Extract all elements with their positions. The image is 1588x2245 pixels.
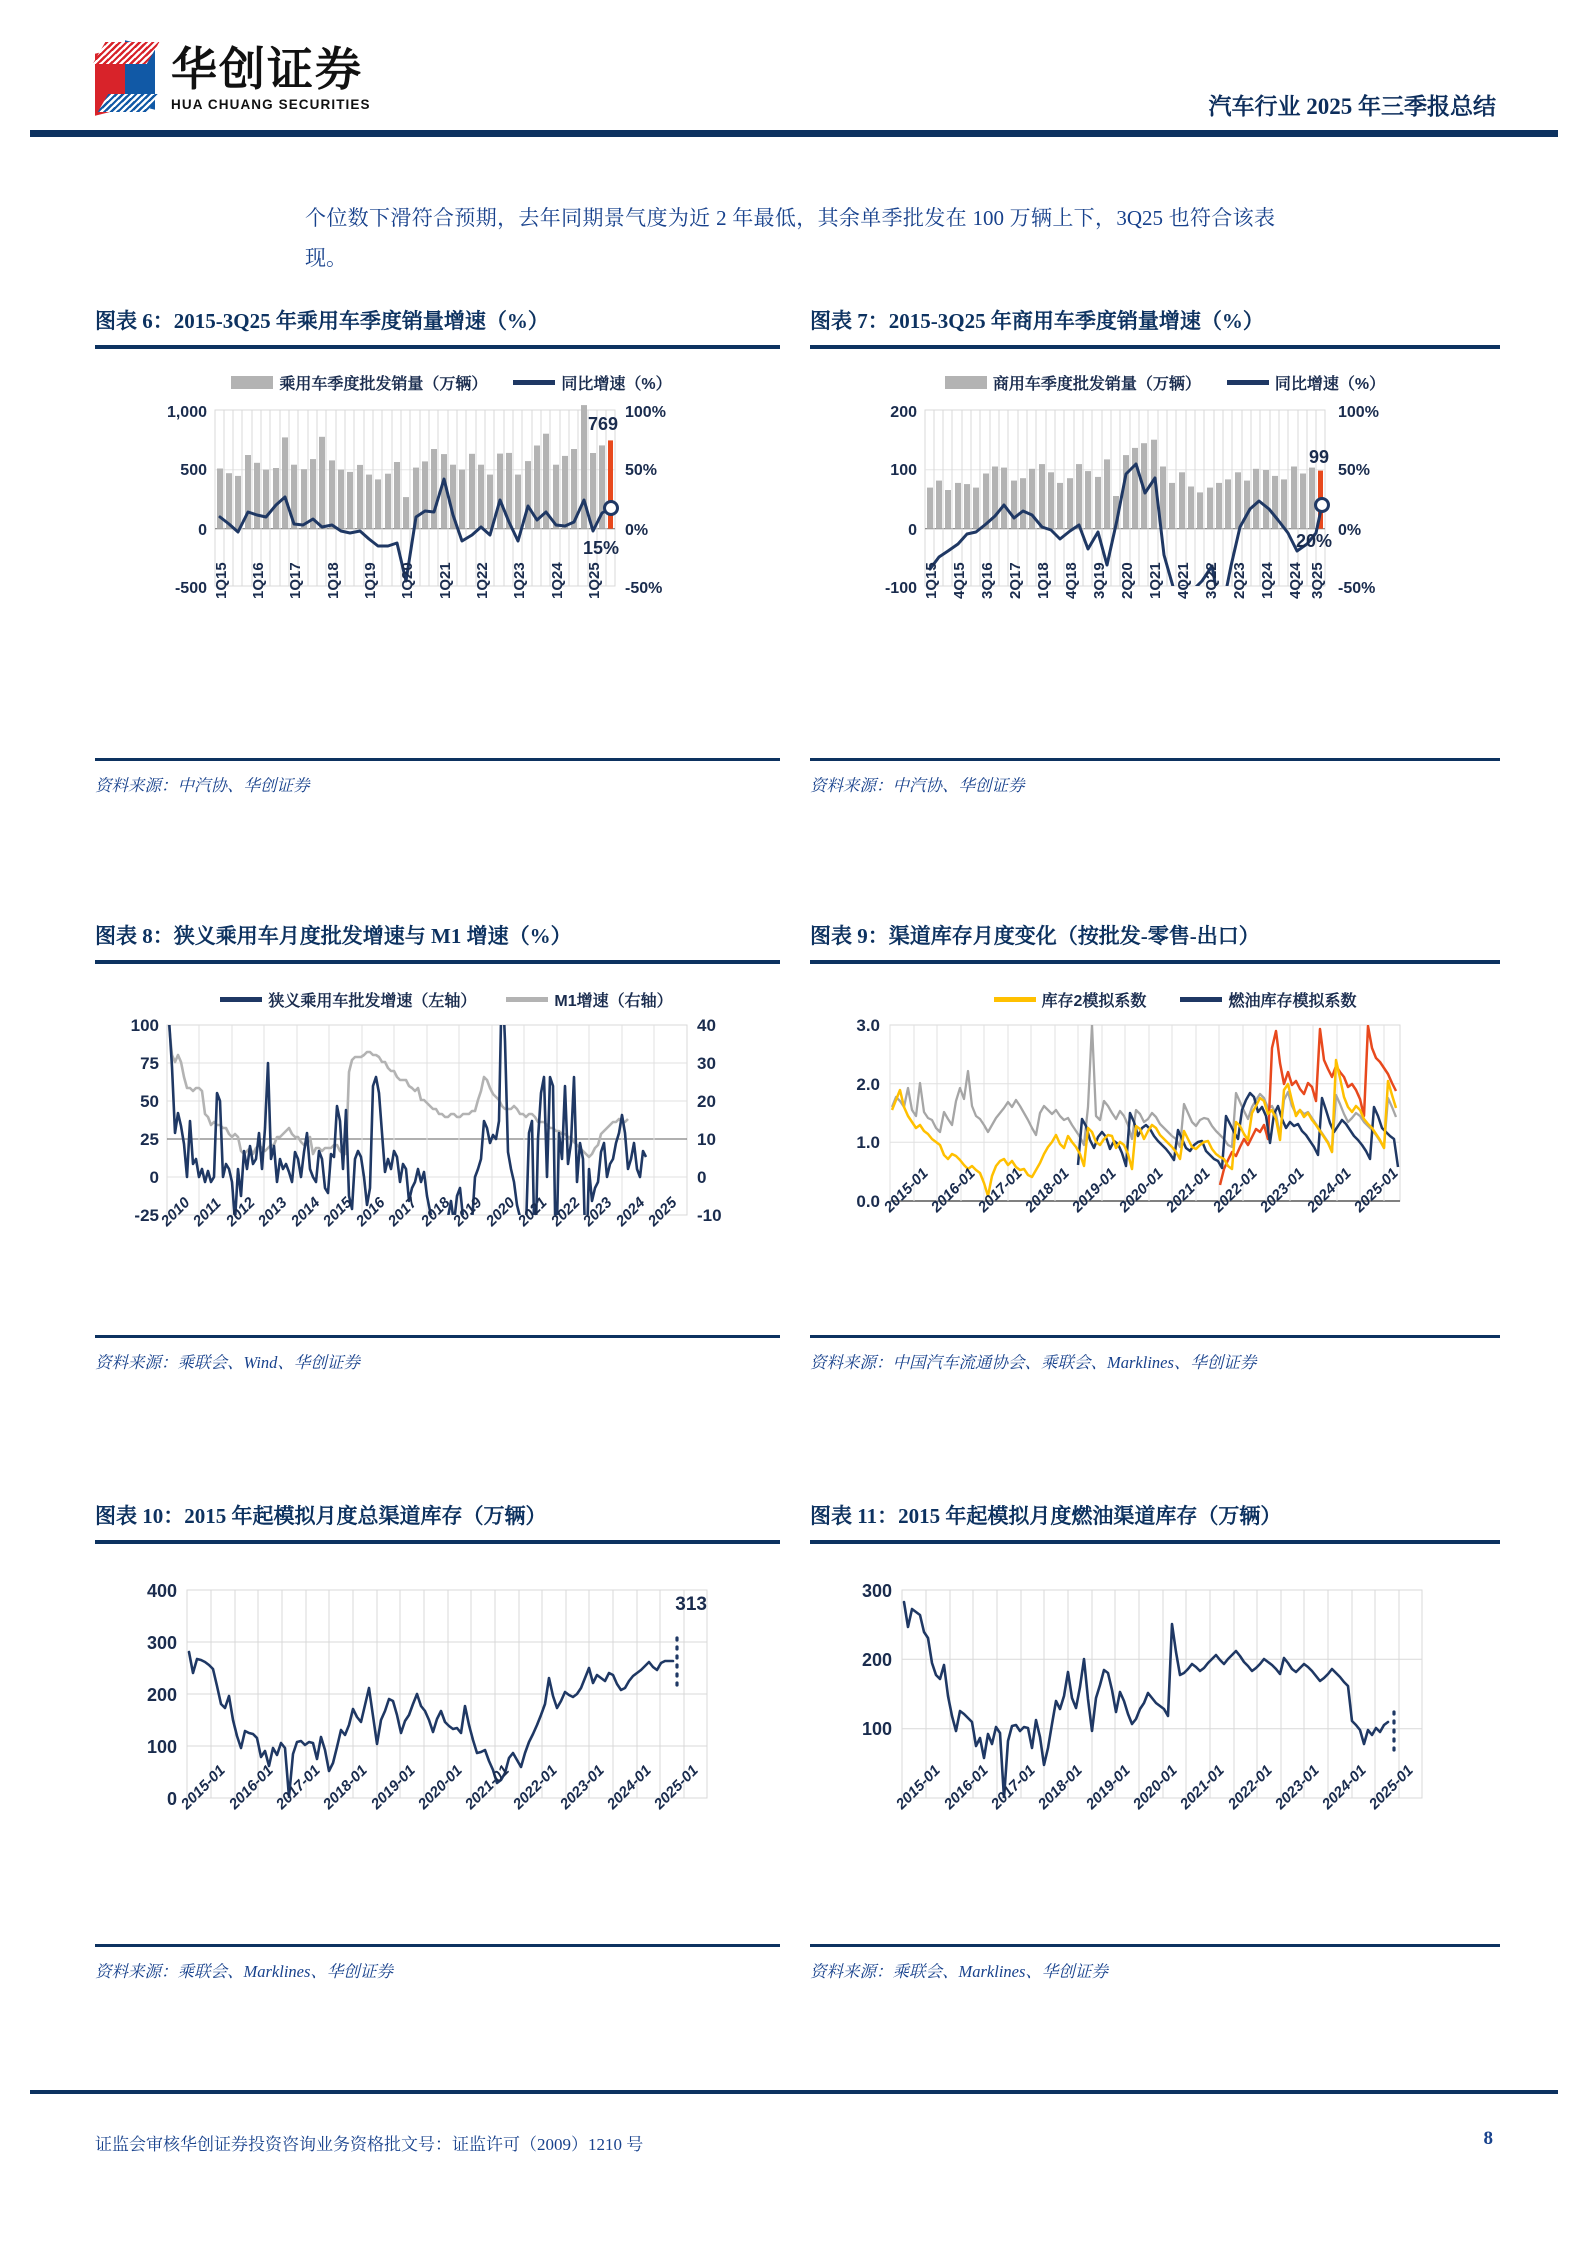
legend-item-m1 bbox=[506, 988, 672, 1011]
figure-6-plot bbox=[95, 371, 780, 756]
figure-10-label-313: 313 bbox=[675, 1594, 707, 1615]
svg-text:1Q22: 1Q22 bbox=[474, 562, 491, 599]
svg-text:0.0: 0.0 bbox=[856, 1192, 880, 1211]
legend-label-bar: 商用车季度批发销量（万辆） bbox=[992, 376, 1201, 393]
svg-text:200: 200 bbox=[861, 1650, 892, 1670]
svg-text:3Q16: 3Q16 bbox=[979, 562, 996, 599]
figure-7-label-99: 99 bbox=[1308, 447, 1329, 467]
figure-6-endpoint-marker bbox=[605, 502, 618, 515]
svg-text:2.0: 2.0 bbox=[856, 1075, 880, 1094]
svg-text:100: 100 bbox=[861, 1719, 892, 1739]
svg-text:2015-01: 2015-01 bbox=[177, 1761, 229, 1813]
legend-label-inventory2: 库存2模拟系数 bbox=[1041, 993, 1147, 1010]
figure-7-source-rule bbox=[810, 758, 1500, 761]
svg-text:2Q20: 2Q20 bbox=[1119, 562, 1136, 599]
svg-text:-50%: -50% bbox=[625, 580, 663, 597]
svg-text:2020-01: 2020-01 bbox=[414, 1761, 466, 1813]
svg-text:1Q25: 1Q25 bbox=[586, 562, 603, 599]
figure-8-source-rule bbox=[95, 1335, 780, 1338]
svg-text:2015: 2015 bbox=[319, 1194, 356, 1230]
figure-9-source: 资料来源：中国汽车流通协会、乘联会、Marklines、华创证券 bbox=[810, 1353, 1257, 1372]
svg-text:2016: 2016 bbox=[352, 1194, 389, 1230]
svg-text:2022-01: 2022-01 bbox=[1224, 1761, 1276, 1813]
svg-text:3Q22: 3Q22 bbox=[1203, 562, 1220, 599]
svg-text:2023-01: 2023-01 bbox=[556, 1761, 608, 1813]
svg-text:300: 300 bbox=[861, 1581, 892, 1601]
footer-divider bbox=[30, 2090, 1558, 2094]
svg-text:1Q20: 1Q20 bbox=[399, 562, 416, 599]
figure-9-svg bbox=[810, 1011, 1500, 1311]
line-swatch-icon bbox=[513, 380, 555, 385]
figure-7-source: 资料来源：中汽协、华创证券 bbox=[810, 776, 1025, 795]
svg-text:1.0: 1.0 bbox=[856, 1133, 880, 1152]
svg-text:500: 500 bbox=[180, 462, 207, 479]
figure-8-source: 资料来源：乘联会、Wind、华创证券 bbox=[95, 1353, 360, 1372]
svg-text:1Q24: 1Q24 bbox=[1259, 562, 1276, 599]
figure-8 bbox=[95, 920, 780, 1373]
svg-text:50: 50 bbox=[140, 1092, 159, 1111]
figure-8-title: 图表 8：狭义乘用车月度批发增速与 M1 增速（%） bbox=[95, 924, 572, 948]
svg-text:0: 0 bbox=[697, 1168, 707, 1187]
figure-10-source-rule bbox=[95, 1944, 780, 1947]
figure-9 bbox=[810, 920, 1500, 1373]
svg-text:100%: 100% bbox=[625, 404, 666, 421]
company-logo bbox=[95, 42, 371, 112]
svg-text:2021-01: 2021-01 bbox=[461, 1761, 513, 1813]
figure-8-plot bbox=[95, 988, 780, 1333]
svg-text:2012: 2012 bbox=[222, 1194, 259, 1230]
figure-6-source: 资料来源：中汽协、华创证券 bbox=[95, 776, 310, 795]
figure-11 bbox=[810, 1500, 1500, 1982]
figure-11-plot bbox=[810, 1570, 1500, 1942]
svg-text:3Q25: 3Q25 bbox=[1309, 562, 1326, 599]
svg-text:1Q18: 1Q18 bbox=[325, 562, 342, 599]
svg-text:2025-01: 2025-01 bbox=[650, 1761, 702, 1813]
svg-text:0: 0 bbox=[149, 1168, 159, 1187]
svg-text:2011: 2011 bbox=[189, 1194, 225, 1230]
svg-text:2016-01: 2016-01 bbox=[940, 1761, 992, 1813]
svg-text:2Q17: 2Q17 bbox=[1007, 562, 1024, 599]
svg-text:1Q24: 1Q24 bbox=[549, 562, 566, 599]
svg-text:2021: 2021 bbox=[514, 1194, 551, 1230]
legend-label-m1: M1增速（右轴） bbox=[554, 993, 673, 1010]
figure-11-title-rule bbox=[810, 1540, 1500, 1544]
svg-text:25: 25 bbox=[140, 1130, 159, 1149]
svg-text:2019: 2019 bbox=[449, 1194, 486, 1230]
svg-text:1,000: 1,000 bbox=[166, 404, 207, 421]
logo-chinese-name: 华创证券 bbox=[171, 43, 363, 95]
figure-7-label-20pct: 20% bbox=[1295, 531, 1332, 551]
svg-text:2025-01: 2025-01 bbox=[1365, 1761, 1417, 1813]
line-swatch-icon bbox=[506, 997, 548, 1002]
footer-page-number: 8 bbox=[1483, 2128, 1493, 2149]
legend-label-line: 同比增速（%） bbox=[1274, 376, 1386, 393]
figure-6-title-rule bbox=[95, 345, 780, 349]
figure-11-svg bbox=[810, 1570, 1500, 1930]
svg-text:1Q19: 1Q19 bbox=[362, 562, 379, 599]
legend-item-line bbox=[513, 371, 671, 394]
line-swatch-icon bbox=[1180, 997, 1222, 1002]
figure-6-title: 图表 6：2015-3Q25 年乘用车季度销量增速（%） bbox=[95, 309, 549, 333]
svg-text:40: 40 bbox=[697, 1016, 716, 1035]
legend-label-wholesale: 狭义乘用车批发增速（左轴） bbox=[268, 993, 477, 1010]
svg-text:2019-01: 2019-01 bbox=[367, 1761, 419, 1813]
svg-text:1Q17: 1Q17 bbox=[287, 562, 304, 599]
svg-text:-100: -100 bbox=[884, 580, 917, 597]
figure-7-svg bbox=[810, 394, 1500, 734]
svg-text:75: 75 bbox=[140, 1054, 159, 1073]
svg-text:2024-01: 2024-01 bbox=[1318, 1761, 1370, 1813]
svg-text:2018-01: 2018-01 bbox=[1021, 1164, 1073, 1216]
figure-8-legend bbox=[95, 988, 780, 1011]
svg-text:0: 0 bbox=[908, 522, 917, 539]
svg-text:-10: -10 bbox=[697, 1206, 722, 1225]
figure-6-legend bbox=[95, 371, 780, 394]
svg-text:100: 100 bbox=[130, 1016, 159, 1035]
svg-text:2016-01: 2016-01 bbox=[225, 1761, 277, 1813]
svg-text:2Q23: 2Q23 bbox=[1231, 562, 1248, 599]
svg-text:100: 100 bbox=[890, 462, 917, 479]
svg-text:1Q23: 1Q23 bbox=[511, 562, 528, 599]
svg-text:2017-01: 2017-01 bbox=[974, 1164, 1026, 1216]
figure-10-svg bbox=[95, 1570, 780, 1930]
figure-6 bbox=[95, 305, 780, 796]
svg-text:2014: 2014 bbox=[287, 1194, 324, 1230]
svg-text:2015-01: 2015-01 bbox=[880, 1164, 932, 1216]
figure-10-plot bbox=[95, 1570, 780, 1942]
figure-11-source-rule bbox=[810, 1944, 1500, 1947]
figure-10-title-rule bbox=[95, 1540, 780, 1544]
logo-cube-icon bbox=[95, 42, 157, 112]
svg-text:10: 10 bbox=[697, 1130, 716, 1149]
svg-text:2017-01: 2017-01 bbox=[272, 1761, 324, 1813]
svg-text:0: 0 bbox=[166, 1789, 177, 1809]
figure-6-label-15pct: 15% bbox=[582, 538, 619, 558]
legend-item-line bbox=[1227, 371, 1385, 394]
svg-text:1Q18: 1Q18 bbox=[1035, 562, 1052, 599]
svg-text:2010: 2010 bbox=[157, 1194, 194, 1230]
svg-text:0%: 0% bbox=[625, 522, 649, 539]
figure-8-title-rule bbox=[95, 960, 780, 964]
figure-7-endpoint-marker bbox=[1316, 499, 1329, 512]
legend-item-bar bbox=[231, 371, 487, 394]
figure-10 bbox=[95, 1500, 780, 1982]
legend-item-fuel-inventory bbox=[1180, 988, 1356, 1011]
legend-item-inventory2 bbox=[994, 988, 1147, 1011]
figure-9-legend bbox=[810, 988, 1500, 1011]
svg-text:2024-01: 2024-01 bbox=[1303, 1164, 1355, 1216]
legend-item-bar bbox=[945, 371, 1201, 394]
svg-text:2022-01: 2022-01 bbox=[509, 1761, 561, 1813]
svg-text:300: 300 bbox=[146, 1633, 177, 1653]
svg-text:-500: -500 bbox=[174, 580, 207, 597]
svg-text:20: 20 bbox=[697, 1092, 716, 1111]
svg-text:0: 0 bbox=[198, 522, 207, 539]
figure-7-title: 图表 7：2015-3Q25 年商用车季度销量增速（%） bbox=[810, 309, 1264, 333]
svg-text:200: 200 bbox=[890, 404, 917, 421]
svg-text:2016-01: 2016-01 bbox=[927, 1164, 979, 1216]
line-swatch-icon bbox=[220, 997, 262, 1002]
figure-9-plot bbox=[810, 988, 1500, 1333]
svg-text:50%: 50% bbox=[625, 462, 658, 479]
svg-text:3.0: 3.0 bbox=[856, 1016, 880, 1035]
figure-7-title-rule bbox=[810, 345, 1500, 349]
svg-text:4Q15: 4Q15 bbox=[951, 562, 968, 599]
svg-text:2024-01: 2024-01 bbox=[603, 1761, 655, 1813]
figure-7 bbox=[810, 305, 1500, 796]
figure-11-source: 资料来源：乘联会、Marklines、华创证券 bbox=[810, 1962, 1108, 1981]
svg-text:1Q16: 1Q16 bbox=[250, 562, 267, 599]
report-title: 汽车行业 2025 年三季报总结 bbox=[1208, 94, 1496, 119]
footer-license: 证监会审核华创证券投资咨询业务资格批文号：证监许可（2009）1210 号 bbox=[95, 2135, 644, 2154]
figure-6-svg bbox=[95, 394, 780, 734]
line-swatch-icon bbox=[1227, 380, 1269, 385]
svg-text:2020: 2020 bbox=[482, 1194, 519, 1230]
svg-text:0%: 0% bbox=[1338, 522, 1362, 539]
figure-7-legend bbox=[810, 371, 1500, 394]
svg-text:1Q15: 1Q15 bbox=[213, 562, 230, 599]
svg-text:-50%: -50% bbox=[1338, 580, 1376, 597]
figure-6-label-769: 769 bbox=[587, 414, 618, 434]
svg-text:1Q21: 1Q21 bbox=[1147, 562, 1164, 599]
svg-text:2022-01: 2022-01 bbox=[1209, 1164, 1261, 1216]
figure-8-svg bbox=[95, 1011, 780, 1311]
svg-text:2023-01: 2023-01 bbox=[1256, 1164, 1308, 1216]
svg-text:30: 30 bbox=[697, 1054, 716, 1073]
svg-text:4Q21: 4Q21 bbox=[1175, 562, 1192, 599]
svg-text:2023: 2023 bbox=[579, 1194, 616, 1230]
svg-text:2024: 2024 bbox=[612, 1194, 649, 1230]
figure-11-title: 图表 11：2015 年起模拟月度燃油渠道库存（万辆） bbox=[810, 1504, 1282, 1528]
svg-text:2018: 2018 bbox=[417, 1194, 454, 1230]
svg-text:2020-01: 2020-01 bbox=[1115, 1164, 1167, 1216]
svg-text:2018-01: 2018-01 bbox=[1034, 1761, 1086, 1813]
bar-swatch-icon bbox=[231, 376, 273, 389]
svg-text:2025-01: 2025-01 bbox=[1350, 1164, 1402, 1216]
svg-text:2020-01: 2020-01 bbox=[1129, 1761, 1181, 1813]
svg-text:2025: 2025 bbox=[644, 1194, 681, 1230]
svg-text:200: 200 bbox=[146, 1685, 177, 1705]
svg-text:2017-01: 2017-01 bbox=[987, 1761, 1039, 1813]
svg-text:2021-01: 2021-01 bbox=[1176, 1761, 1228, 1813]
figure-10-source: 资料来源：乘联会、Marklines、华创证券 bbox=[95, 1962, 393, 1981]
svg-text:2021-01: 2021-01 bbox=[1162, 1164, 1214, 1216]
legend-label-fuel-inventory: 燃油库存模拟系数 bbox=[1228, 993, 1357, 1010]
line-swatch-icon bbox=[994, 997, 1036, 1002]
svg-text:50%: 50% bbox=[1338, 462, 1371, 479]
legend-label-line: 同比增速（%） bbox=[561, 376, 672, 393]
figure-10-title: 图表 10：2015 年起模拟月度总渠道库存（万辆） bbox=[95, 1504, 547, 1528]
svg-text:1Q21: 1Q21 bbox=[437, 562, 454, 599]
svg-text:1Q15: 1Q15 bbox=[923, 562, 940, 599]
svg-text:100%: 100% bbox=[1338, 404, 1379, 421]
svg-text:2019-01: 2019-01 bbox=[1068, 1164, 1120, 1216]
svg-text:3Q19: 3Q19 bbox=[1091, 562, 1108, 599]
svg-text:-25: -25 bbox=[134, 1206, 159, 1225]
svg-text:100: 100 bbox=[146, 1737, 177, 1757]
figure-9-title-rule bbox=[810, 960, 1500, 964]
figure-9-source-rule bbox=[810, 1335, 1500, 1338]
legend-item-wholesale bbox=[220, 988, 476, 1011]
header-divider bbox=[30, 130, 1558, 137]
svg-text:2018-01: 2018-01 bbox=[319, 1761, 371, 1813]
logo-english-name: HUA CHUANG SECURITIES bbox=[171, 97, 371, 112]
page-header bbox=[0, 0, 1588, 135]
svg-text:2017: 2017 bbox=[384, 1194, 421, 1230]
svg-text:400: 400 bbox=[146, 1581, 177, 1601]
svg-text:2022: 2022 bbox=[547, 1194, 584, 1230]
figure-7-plot bbox=[810, 371, 1500, 756]
svg-text:2023-01: 2023-01 bbox=[1271, 1761, 1323, 1813]
svg-text:2013: 2013 bbox=[254, 1194, 291, 1230]
svg-text:2019-01: 2019-01 bbox=[1082, 1761, 1134, 1813]
svg-text:4Q18: 4Q18 bbox=[1063, 562, 1080, 599]
figure-6-source-rule bbox=[95, 758, 780, 761]
figure-9-title: 图表 9：渠道库存月度变化（按批发-零售-出口） bbox=[810, 924, 1260, 948]
legend-label-bar: 乘用车季度批发销量（万辆） bbox=[279, 376, 488, 393]
bar-swatch-icon bbox=[945, 376, 987, 389]
lead-paragraph: 个位数下滑符合预期，去年同期景气度为近 2 年最低，其余单季批发在 100 万辆上下，3Q25 也符合该表现。 bbox=[305, 206, 1275, 270]
svg-text:4Q24: 4Q24 bbox=[1287, 562, 1304, 599]
svg-text:2015-01: 2015-01 bbox=[892, 1761, 944, 1813]
